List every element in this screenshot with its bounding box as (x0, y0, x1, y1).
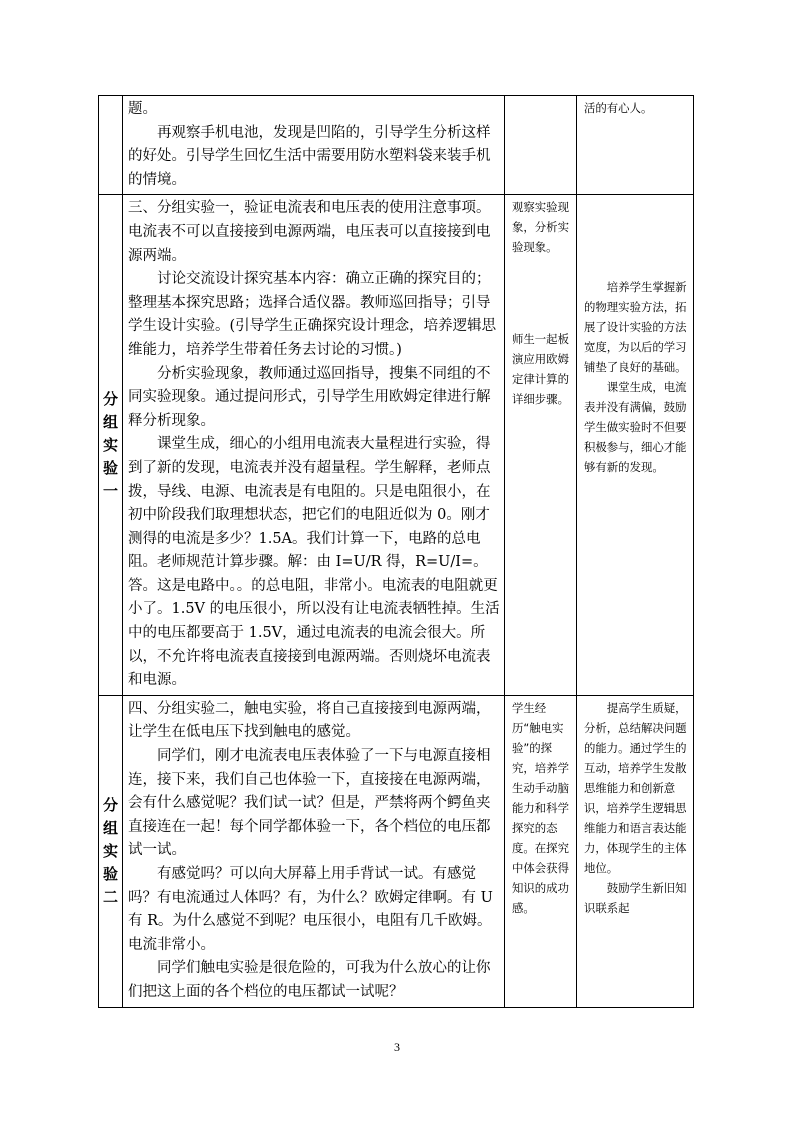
design-intent-cell (577, 195, 694, 695)
paragraph: 三、分组实验一，验证电流表和电压表的使用注意事项。电流表不可以直接接到电源两端，电压表可以直接接到电源两端。 (128, 200, 491, 264)
student-activity-cell (505, 195, 577, 695)
paragraph: 观察实验现象，分析实验现象。 (512, 200, 569, 255)
section-char: 一 (102, 481, 118, 500)
teaching-process-cell (123, 695, 505, 1007)
lesson-plan-table (98, 95, 694, 1008)
paragraph: 学生经历“触电实验”的探究，培养学生动手动脑能力和科学探究的态度。在探究中体会获得知识的成功感。 (512, 700, 569, 915)
section-char: 组 (102, 818, 118, 837)
paragraph: 活的有心人。 (584, 101, 653, 115)
paragraph: 同学们触电实验是很危险的，可我为什么放心的让你们把这上面的各个档位的电压都试一试呢？ (128, 960, 491, 1000)
paragraph: 培养学生掌握新的物理实验方法，拓展了设计实验的方法宽度，为以后的学习铺垫了良好的基础。 (584, 280, 687, 375)
paragraph: 有感觉吗？可以向大屏幕上用手背试一试。有感觉吗？有电流通过人体吗？有，为什么？欧姆定律啊。有 U 有 R。为什么感觉不到呢？电压很小，电阻有几千欧姆。电流非常小。 (128, 866, 493, 953)
teaching-process-cell (123, 96, 505, 195)
paragraph: 讨论交流设计探究基本内容：确立正确的探究目的；整理基本探究思路；选择合适仪器。教师巡回指导；引导学生设计实验。(引导学生正确探究设计理念，培养逻辑思维能力，培养学生带着任务去讨论的习惯。) (128, 271, 497, 358)
paragraph: 同学们，刚才电流表电压表体验了一下与电源直接相连，接下来，我们自己也体验一下，直接接在电源两端，会有什么感觉呢？我们试一试？但是，严禁将两个鳄鱼夹直接连在一起！每个同学都体验一下，各个档位的电压都试一试。 (128, 748, 491, 859)
table-row (99, 195, 694, 695)
student-activity-cell (505, 96, 577, 195)
section-char: 组 (102, 412, 118, 431)
paragraph: 提高学生质疑，分析，总结解决问题的能力。通过学生的互动，培养学生发散思维能力和创新意识，培养学生逻辑思维能力和语言表达能力，体现学生的主体地位。 (584, 700, 687, 875)
section-label-experiment-1 (99, 195, 123, 695)
section-cell (99, 96, 123, 195)
design-intent-cell (577, 695, 694, 1007)
paragraph: 题。 (128, 101, 157, 117)
section-char: 分 (102, 389, 118, 408)
section-char: 实 (102, 841, 118, 860)
paragraph: 分析实验现象，教师通过巡回指导，搜集不同组的不同实验现象。通过提问形式，引导学生用欧姆定律进行解释分析现象。 (128, 365, 491, 429)
section-char: 二 (102, 887, 118, 906)
paragraph: 课堂生成，细心的小组用电流表大量程进行实验，得到了新的发现，电流表并没有超量程。学生解释，老师点拨，导线、电源、电流表是有电阻的。只是电阻很小，在初中阶段我们取理想状态，把它们的电阻近似为 0。刚才测得的电流是多少？1.5A。我们计算一下，电路的总电阻。老师规范计算步骤。解：由 I=U/R 得，R=U/I=。答。这是电路中。。的总电阻，非常小。电流表的电阻就更小了。1.5V 的电压很小，所以没有让电流表牺牲掉。生活中的电压都要高于 1.5V，通过电流表的电流会很大。所以，不允许将电流表直接接到电源两端。否则烧坏电流表和电源。 (128, 436, 500, 689)
paragraph: 鼓励学生新旧知识联系起 (584, 880, 687, 915)
page-number: 3 (394, 1040, 400, 1054)
teaching-process-cell (123, 195, 505, 695)
paragraph: 师生一起板演应用欧姆定律计算的详细步骤。 (512, 332, 569, 407)
section-label-experiment-2 (99, 695, 123, 1007)
section-char: 验 (102, 864, 118, 883)
section-char: 分 (102, 795, 118, 814)
section-char: 验 (102, 458, 118, 477)
section-char: 实 (102, 435, 118, 454)
paragraph: 四、分组实验二，触电实验，将自己直接接到电源两端，让学生在低电压下找到触电的感觉。 (128, 700, 491, 741)
student-activity-cell (505, 695, 577, 1007)
paragraph: 课堂生成，电流表并没有满偏，鼓励学生做实验时不但要积极参与，细心才能够有新的发现。 (584, 380, 687, 475)
design-intent-cell (577, 96, 694, 195)
table-row (99, 96, 694, 195)
table-row (99, 695, 694, 1007)
paragraph: 再观察手机电池，发现是凹陷的，引导学生分析这样的好处。引导学生回忆生活中需要用防水塑料袋来装手机的情境。 (128, 124, 491, 188)
